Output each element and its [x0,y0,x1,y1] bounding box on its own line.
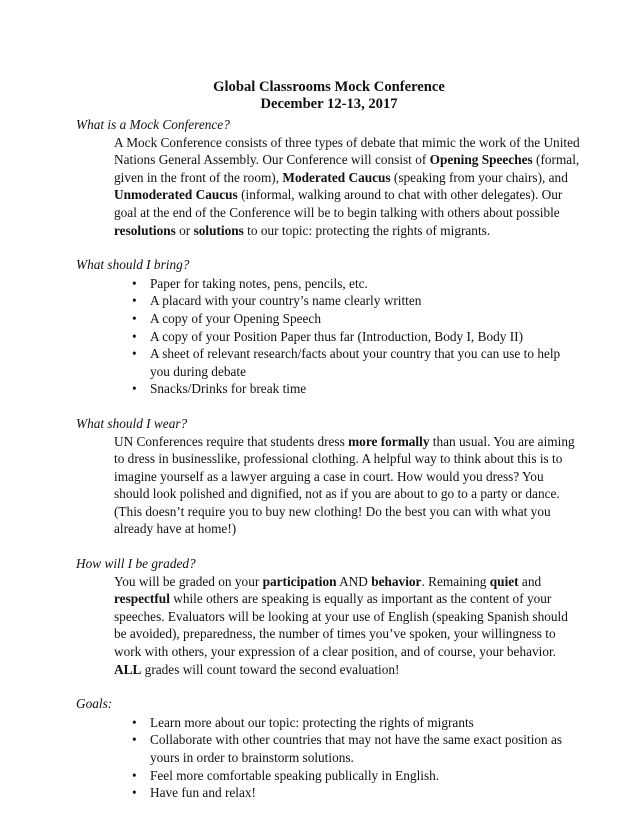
section-heading: What should I wear? [76,415,188,431]
page-date: December 12-13, 2017 [260,96,398,112]
section-what-is [76,116,582,239]
list-item [76,380,582,398]
list-item-text: Paper for taking notes, pens, pencils, etc. [150,275,368,291]
list-item-text: Learn more about our topic: protecting the rights of migrants [150,714,474,730]
list-item-text: Snacks/Drinks for break time [150,381,307,397]
list-item-text: A sheet of relevant research/facts about your country that you can use to help you during debate [150,346,561,379]
text-run: grades will count toward the second evaluation! [141,661,400,677]
list-item [76,714,582,732]
page-title: Global Classrooms Mock Conference [213,79,445,95]
section-paragraph [114,573,582,679]
bold-term: Opening Speeches [429,152,533,168]
bold-term: Unmoderated Caucus [114,187,238,203]
title-block [76,79,582,113]
text-run: . Remaining [421,573,490,589]
text-run: than usual. You are aiming to dress in businesslike, professional clothing. A helpful way to think about this is to imagine yourself as a lawyer arguing a case in court. How would you dress? You should look polished and dignified, not as if you are about to go to a party or dance. (This doesn’t require you to buy new clothing! Do the best you can with what you already have at home!) [114,433,575,537]
section-goals [76,695,582,802]
list-item-text: Collaborate with other countries that may not have the same exact position as yours in order to brainstorm solutions. [150,732,563,765]
section-what-to-wear [76,415,582,538]
bullet-icon: • [132,732,137,748]
bold-term: quiet [489,573,519,589]
bullet-icon: • [132,293,137,309]
list-item-text: A placard with your country’s name clearly written [150,293,422,309]
bold-term: ALL [114,661,142,677]
bold-term: respectful [114,591,170,607]
section-heading: What should I bring? [76,257,190,273]
list-item [76,784,582,802]
list-item [76,767,582,785]
list-item [76,731,582,766]
list-item-text: A copy of your Opening Speech [150,310,321,326]
text-run: and [518,573,542,589]
list-item [76,345,582,380]
list-item-text: Feel more comfortable speaking publically in English. [150,767,440,783]
section-heading: What is a Mock Conference? [76,117,230,132]
list-item-text: Have fun and relax! [150,785,256,801]
bullet-icon: • [132,785,137,801]
bullet-icon: • [132,275,137,291]
list-item [76,328,582,346]
bullet-icon: • [132,381,137,397]
bold-term: Moderated Caucus [282,169,391,185]
section-paragraph [114,433,582,539]
bold-term: more formally [348,433,430,449]
bold-term: solutions [193,222,244,238]
text-run: to our topic: protecting the rights of migrants. [243,222,491,238]
bullet-icon: • [132,714,137,730]
list-item [76,275,582,293]
section-paragraph [114,134,582,240]
bold-term: resolutions [114,222,176,238]
bold-term: participation [262,573,337,589]
text-run: (formal, given in the front of the room), [114,152,580,185]
list-item [76,292,582,310]
text-run: (informal, walking around to chat with other delegates). Our goal at the end of the Conference will be to begin talking with others about possible [114,187,563,220]
bold-term: behavior [371,573,422,589]
section-grading [76,555,582,678]
text-run: UN Conferences require that students dress [114,433,349,449]
bullet-icon: • [132,310,137,326]
text-run: or [175,222,194,238]
bring-list [76,275,582,398]
list-item [76,310,582,328]
text-run: A Mock Conference consists of three types of debate that mimic the work of the United Nations General Assembly. Our Conference will consist of [114,134,580,168]
bullet-icon: • [132,346,137,362]
bullet-icon: • [132,767,137,783]
text-run: AND [336,573,372,589]
list-item-text: A copy of your Position Paper thus far (Introduction, Body I, Body II) [150,328,524,344]
text-run: while others are speaking is equally as important as the content of your speeches. Evaluators will be looking at your use of English (speaking Spanish should be avoided), preparedness, the number of times you’ve spoken, your willingness to work with others, your expression of a clear position, and of course, your behavior. [114,591,568,660]
section-heading: Goals: [76,696,113,712]
bullet-icon: • [132,328,137,344]
goals-list [76,714,582,802]
text-run: (speaking from your chairs), and [390,169,568,185]
section-what-to-bring [76,256,582,398]
section-heading: How will I be graded? [76,556,196,572]
text-run: You will be graded on your [114,573,263,589]
